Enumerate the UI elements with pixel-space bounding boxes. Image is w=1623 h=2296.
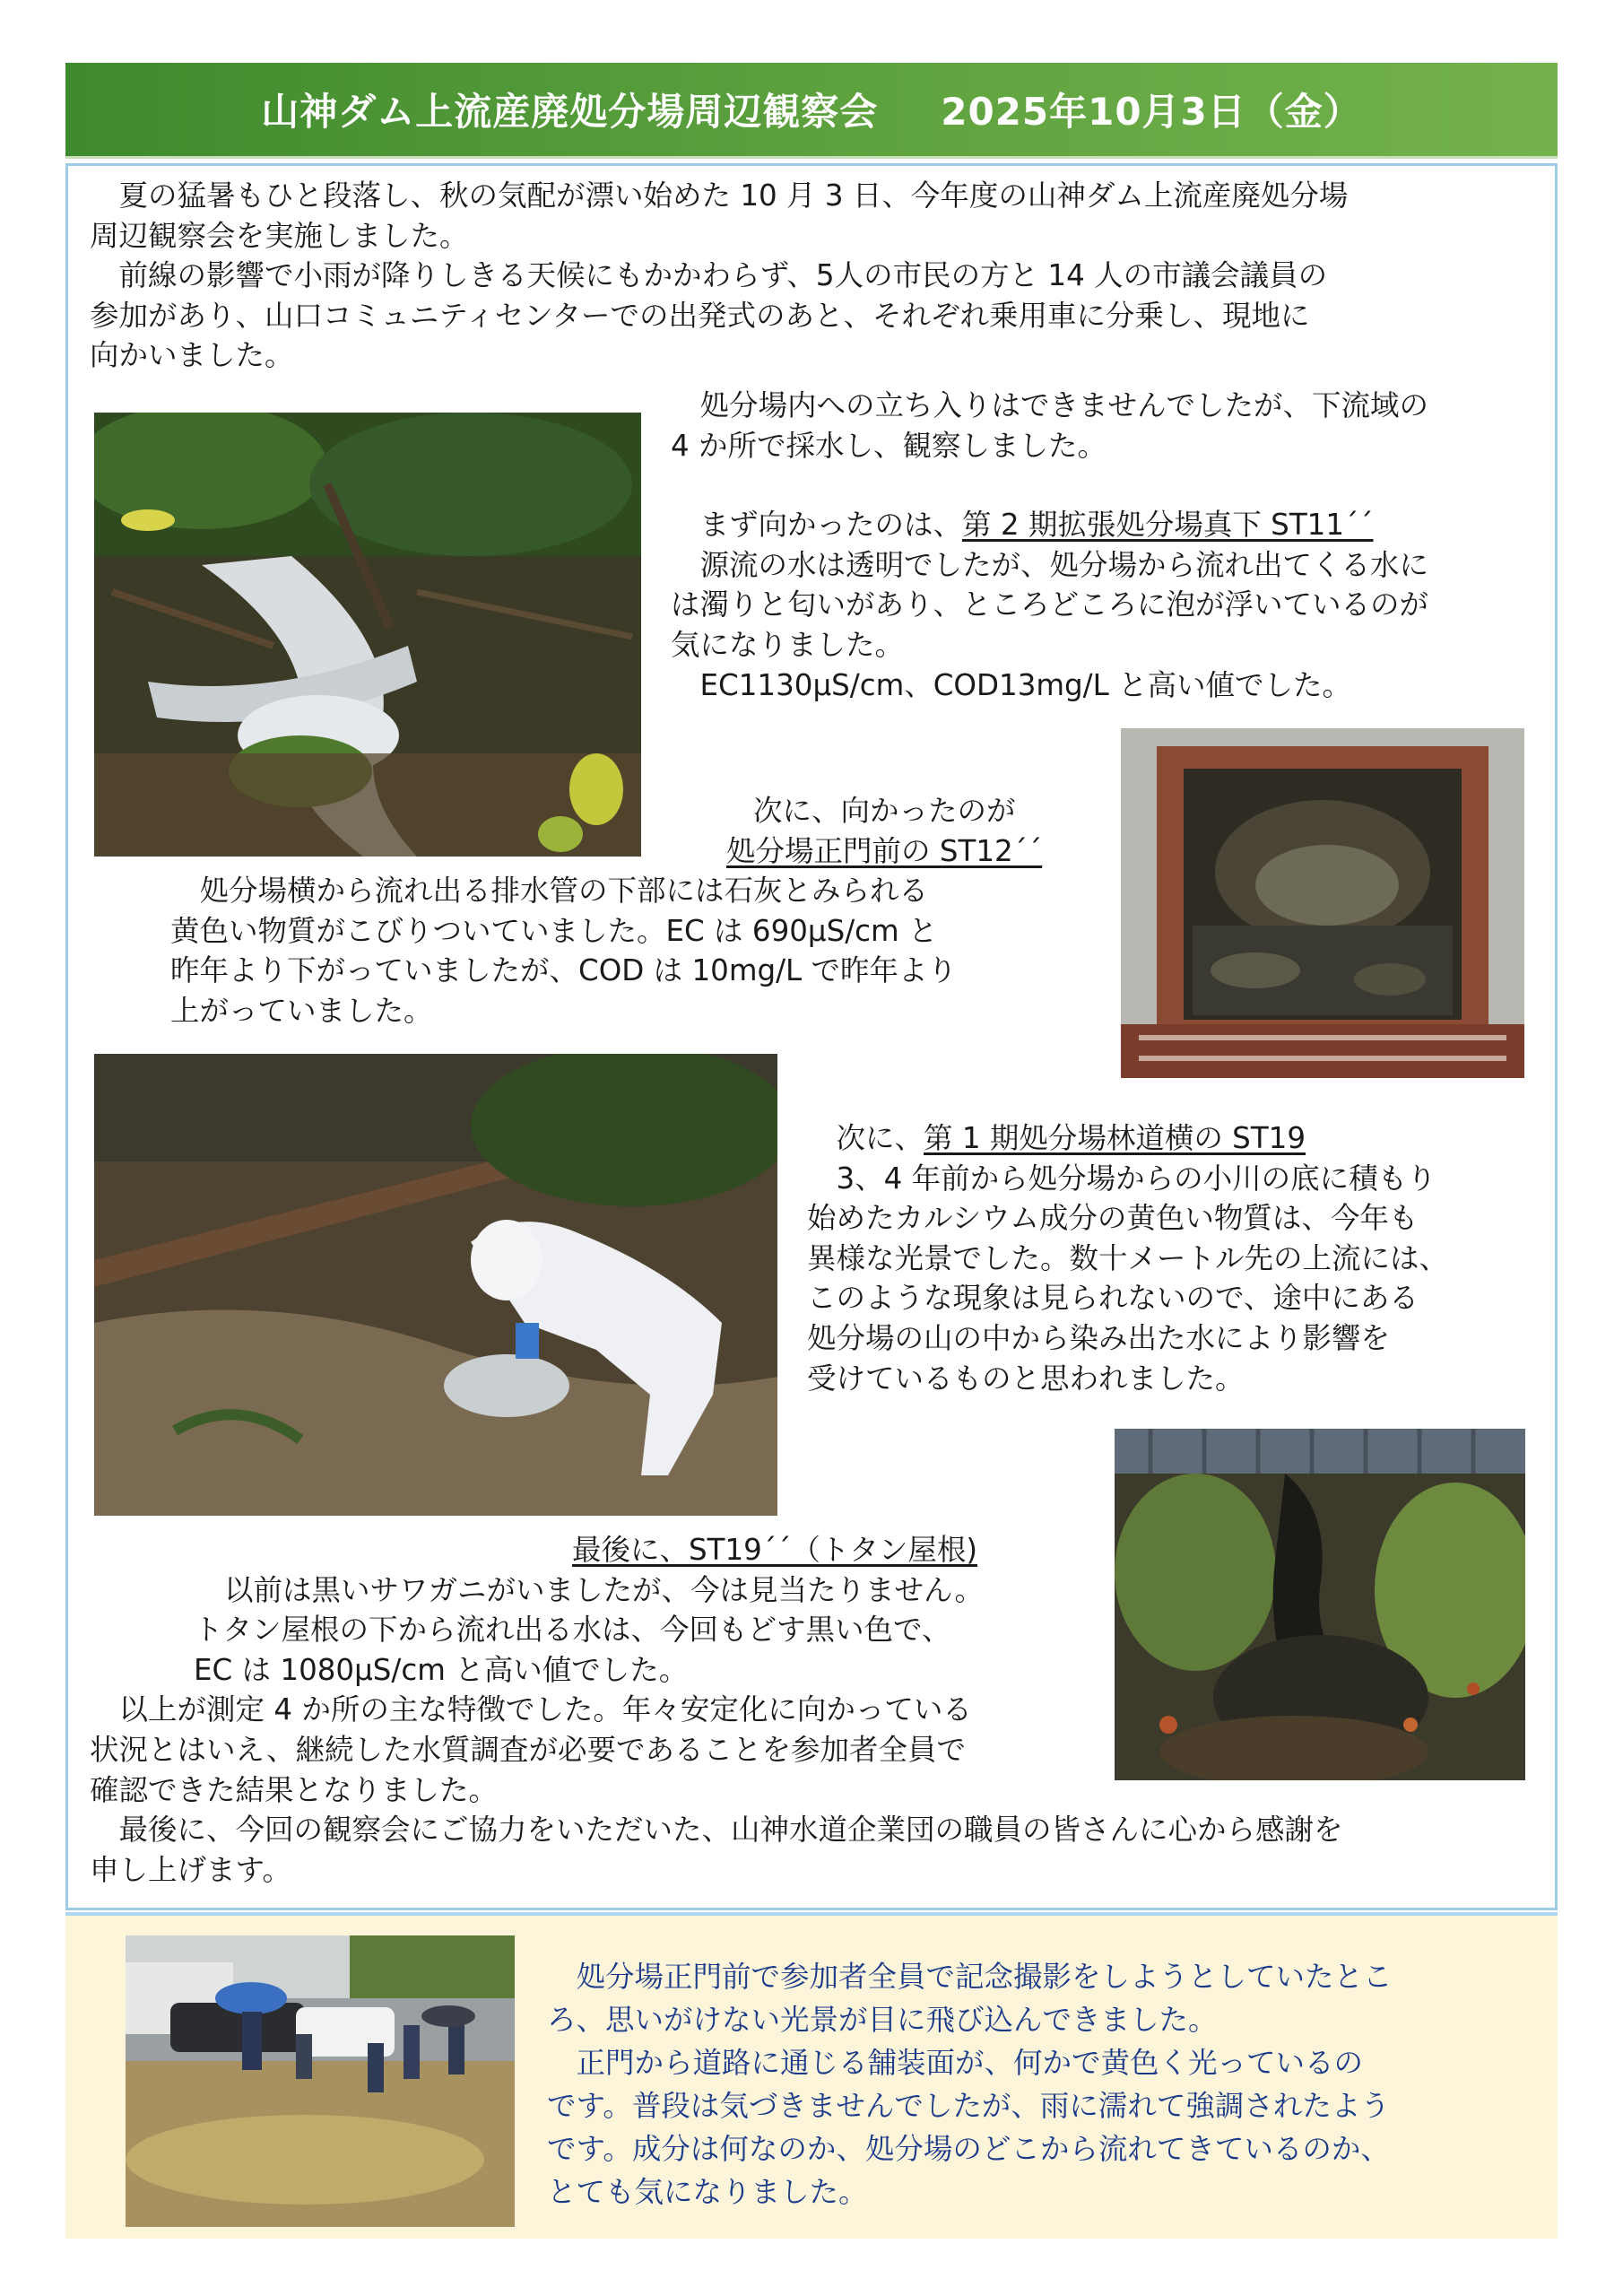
st19-body-line: 異様な光景でした。数十メートル先の上流には、 [807, 1240, 1449, 1275]
st11-text [671, 386, 1532, 705]
st11-heading-label: 第 2 期拡張処分場真下 ST11´´ [962, 508, 1374, 543]
stream-photo [94, 413, 641, 857]
st19-body-line: このような現象は見られないので、途中にある [807, 1281, 1419, 1316]
st19-heading-label: 第 1 期処分場林道横の ST19 [924, 1121, 1306, 1155]
summary-line: 以上が測定 4 か所の主な特徴でした。年々安定化に向かっている [118, 1692, 972, 1727]
roof-stream-photo [1115, 1429, 1525, 1780]
st11-heading [671, 505, 1532, 545]
st11-body-line: は濁りと匂いがあり、ところどころに泡が浮いているのが [671, 587, 1429, 622]
intro-line: 参加があり、山口コミュニティセンターでの出発式のあと、それぞれ乗用車に分乗し、現地に [90, 298, 1310, 333]
st19-body-line: 受けているものと思われました。 [807, 1361, 1245, 1396]
st19-heading [807, 1118, 1542, 1159]
note-line: 正門から道路に通じる舗装面が、何かで黄色く光っているの [576, 2046, 1364, 2080]
event-date: 2025年10月3日（金） [941, 90, 1362, 134]
st12-heading: 処分場正門前の ST12´´ [726, 833, 1043, 868]
st12-body-line: 昨年より下がっていましたが、COD は 10mg/L で昨年より [170, 953, 957, 988]
summary-line: 確認できた結果となりました。 [90, 1772, 499, 1807]
st11-heading-prefix: まず向かったのは、 [699, 508, 963, 543]
note-line: です。成分は何なのか、処分場のどこから流れてきているのか、 [547, 2132, 1390, 2166]
intro-text [90, 176, 1542, 376]
note-line: です。普段は気づきませんでしたが、雨に濡れて強調されたよう [547, 2089, 1390, 2123]
st12-heading-line: 次に、向かったのが [753, 794, 1016, 828]
st11-body-line: 源流の水は透明でしたが、処分場から流れ出てくる水に [699, 547, 1429, 582]
st19b-body-line: トタン屋根の下から流れ出る水は、今回もどす黒い色で、 [194, 1613, 951, 1648]
st11-lead-line: 処分場内への立ち入りはできませんでしたが、下流域の [699, 388, 1429, 422]
st11-values: EC1130μS/cm、COD13mg/L と高い値でした。 [699, 667, 1352, 702]
intro-line: 前線の影響で小雨が降りしきる天候にもかかわらず、5人の市民の方と 14 人の市議会議員の [118, 258, 1328, 293]
note-text [547, 1955, 1542, 2213]
st19-text [807, 1118, 1542, 1398]
st19-heading-prefix: 次に、 [836, 1121, 924, 1155]
st12-text [170, 791, 1121, 1031]
summary-line: 最後に、今回の観察会にご協力をいただいた、山神水道企業団の職員の皆さんに心から感謝を [118, 1813, 1343, 1847]
st12-body-line: 上がっていました。 [170, 993, 433, 1028]
st12-body-line: 処分場横から流れ出る排水管の下部には石灰とみられる [199, 874, 929, 909]
note-line: 処分場正門前で参加者全員で記念撮影をしようとしていたとこ [576, 1960, 1393, 1994]
st11-body-line: 気になりました。 [671, 627, 905, 662]
st19b-text [90, 1530, 1166, 1810]
group-photo [126, 1935, 515, 2227]
sampling-photo [94, 1054, 777, 1516]
note-line: とても気になりました。 [547, 2175, 868, 2209]
st12-body-line: 黄色い物質がこびりついていました。EC は 690μS/cm と [170, 913, 938, 948]
page-title: 山神ダム上流産廃処分場周辺観察会 [261, 90, 879, 134]
st19-body-line: 始めたカルシウム成分の黄色い物質は、今年も [807, 1201, 1419, 1236]
st19-body-line: 3、4 年前から処分場からの小川の底に積もり [836, 1161, 1436, 1196]
st19b-body-line: EC は 1080μS/cm と高い値でした。 [194, 1652, 689, 1687]
drain-photo [1121, 728, 1524, 1078]
st19b-body-line: 以前は黒いサワガニがいましたが、今は見当たりません。 [224, 1572, 984, 1607]
st11-lead-line: 4 か所で採水し、観察しました。 [671, 428, 1107, 463]
st19b-heading: 最後に、ST19´´（トタン屋根) [572, 1533, 978, 1567]
summary-line: 申し上げます。 [90, 1852, 291, 1887]
header-banner [65, 63, 1558, 156]
intro-line: 向かいました。 [90, 338, 294, 373]
summary-line: 状況とはいえ、継続した水質調査が必要であることを参加者全員で [90, 1732, 966, 1767]
intro-line: 周辺観察会を実施しました。 [90, 218, 469, 253]
note-line: ろ、思いがけない光景が目に飛び込んできました。 [547, 2003, 1218, 2037]
closing-text [90, 1810, 1542, 1890]
intro-line: 夏の猛暑もひと段落し、秋の気配が漂い始めた 10 月 3 日、今年度の山神ダム上流産廃処分場 [118, 178, 1349, 213]
st19-body-line: 処分場の山の中から染み出た水により影響を [807, 1320, 1391, 1355]
